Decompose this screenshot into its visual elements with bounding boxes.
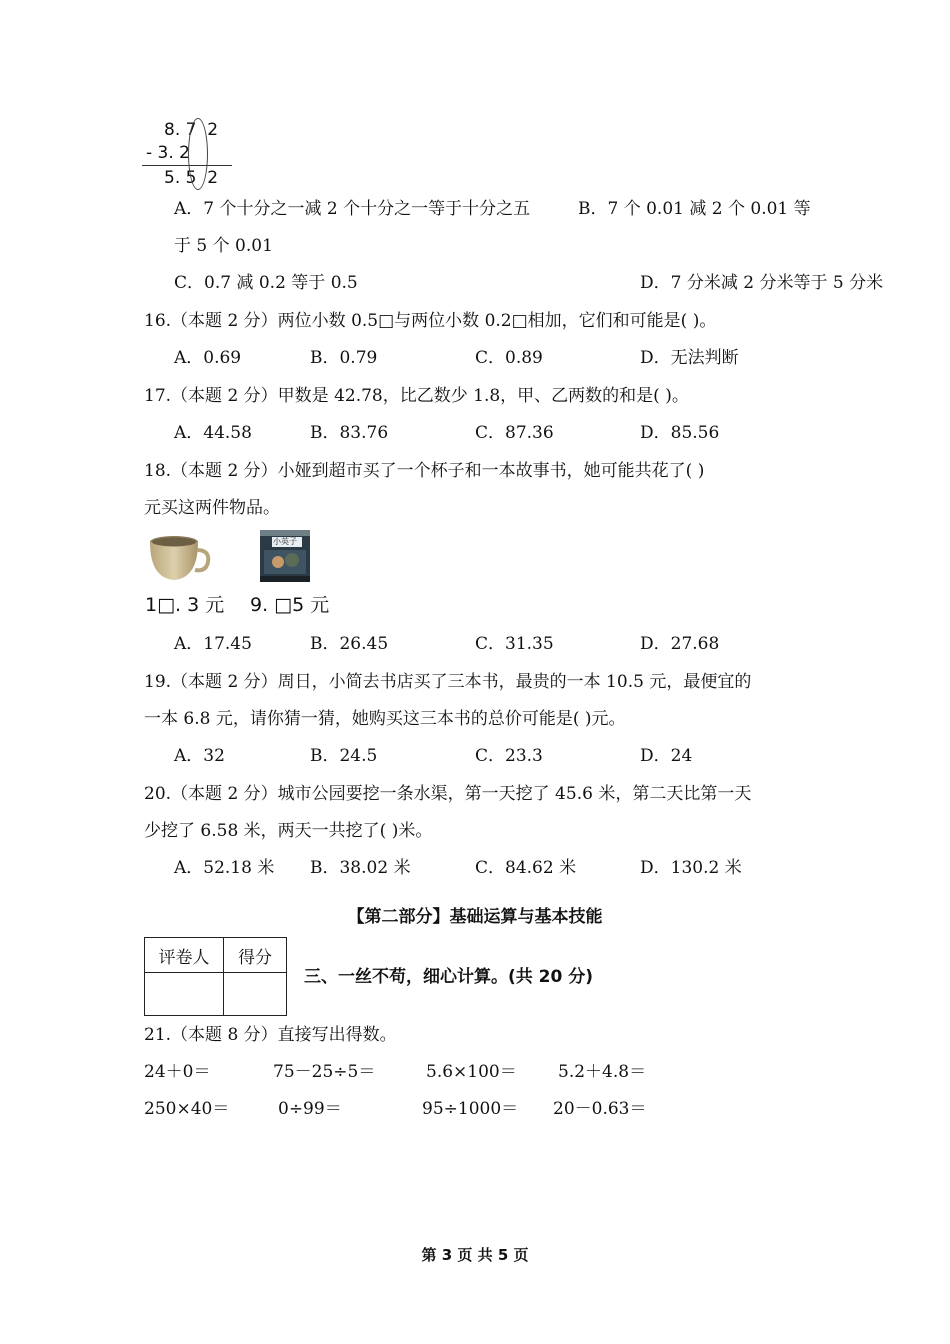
q15-option-a: A．7 个十分之一减 2 个十分之一等于十分之五 <box>174 199 531 219</box>
q19-option-a: A．32 <box>174 746 225 766</box>
q20-option-a: A．52.18 米 <box>174 858 275 878</box>
q19-stem-cont: 一本 6.8 元，请你猜一猜，她购买这三本书的总价可能是( )元。 <box>144 709 626 729</box>
q20-stem-cont: 少挖了 6.58 米，两天一共挖了( )米。 <box>144 821 433 841</box>
q20-option-c: C．84.62 米 <box>475 858 577 878</box>
calc-row-2: - 3. 2 <box>146 143 190 163</box>
grader-label: 评卷人 <box>145 938 224 973</box>
calc-row-1: 8. 7 2 <box>164 120 219 140</box>
q16-option-a: A．0.69 <box>174 348 242 368</box>
q21-expr-2: 75－25÷5＝ <box>273 1062 376 1082</box>
section-2-title: 【第二部分】基础运算与基本技能 <box>347 907 603 927</box>
q18-stem: 18.（本题 2 分）小娅到超市买了一个杯子和一本故事书，她可能共花了( ) <box>144 461 705 481</box>
q16-stem: 16.（本题 2 分）两位小数 0.5□与两位小数 0.2□相加，它们和可能是( )。 <box>144 311 717 331</box>
circled-column <box>188 118 208 190</box>
q18-stem-cont: 元买这两件物品。 <box>144 498 280 518</box>
q21-expr-7: 95÷1000＝ <box>422 1099 519 1119</box>
q21-expr-6: 0÷99＝ <box>278 1099 342 1119</box>
q17-stem: 17.（本题 2 分）甲数是 42.78，比乙数少 1.8，甲、乙两数的和是( )。 <box>144 386 689 406</box>
q20-stem: 20.（本题 2 分）城市公园要挖一条水渠，第一天挖了 45.6 米，第二天比第一天 <box>144 784 752 804</box>
q21-expr-1: 24＋0＝ <box>144 1062 211 1082</box>
page-footer: 第 3 页 共 5 页 <box>421 1246 529 1264</box>
score-table <box>144 937 287 1016</box>
q19-option-c: C．23.3 <box>475 746 543 766</box>
calc-rule <box>142 165 232 166</box>
book-price: 9. □5 元 <box>250 594 330 616</box>
q21-expr-8: 20－0.63＝ <box>553 1099 647 1119</box>
calc-row-3: 5. 5 2 <box>164 168 219 188</box>
score-cell[interactable] <box>224 973 287 1016</box>
q19-option-d: D．24 <box>640 746 693 766</box>
q21-expr-4: 5.2＋4.8＝ <box>558 1062 647 1082</box>
q21-stem: 21.（本题 8 分）直接写出得数。 <box>144 1025 397 1045</box>
q19-option-b: B．24.5 <box>310 746 378 766</box>
q18-option-b: B．26.45 <box>310 634 389 654</box>
q15-option-b: B．7 个 0.01 减 2 个 0.01 等 <box>578 199 811 219</box>
q17-option-b: B．83.76 <box>310 423 389 443</box>
q15-option-c: C．0.7 减 0.2 等于 0.5 <box>174 273 358 293</box>
grader-cell[interactable] <box>145 973 224 1016</box>
q16-option-d: D．无法判断 <box>640 348 739 368</box>
q16-option-c: C．0.89 <box>475 348 543 368</box>
score-label: 得分 <box>224 938 287 973</box>
q19-stem: 19.（本题 2 分）周日，小简去书店买了三本书，最贵的一本 10.5 元，最便宜的 <box>144 672 752 692</box>
vertical-subtraction <box>142 118 234 192</box>
q21-expr-3: 5.6×100＝ <box>426 1062 517 1082</box>
q18-option-c: C．31.35 <box>475 634 554 654</box>
q17-option-a: A．44.58 <box>174 423 252 443</box>
q16-option-b: B．0.79 <box>310 348 378 368</box>
q20-option-d: D．130.2 米 <box>640 858 742 878</box>
q15-option-b-cont: 于 5 个 0.01 <box>174 236 273 256</box>
q17-option-d: D．85.56 <box>640 423 720 443</box>
book-cover-title: 小英子 <box>273 537 297 546</box>
q21-expr-5: 250×40＝ <box>144 1099 230 1119</box>
q18-option-d: D．27.68 <box>640 634 720 654</box>
part-3-title: 三、一丝不苟，细心计算。(共 20 分) <box>304 967 594 987</box>
q20-option-b: B．38.02 米 <box>310 858 411 878</box>
book-image <box>258 528 312 584</box>
q15-option-d: D．7 分米减 2 分米等于 5 分米 <box>640 273 884 293</box>
q18-option-a: A．17.45 <box>174 634 252 654</box>
q17-option-c: C．87.36 <box>475 423 554 443</box>
cup-price: 1□. 3 元 <box>145 594 225 616</box>
cup-image <box>146 534 212 584</box>
